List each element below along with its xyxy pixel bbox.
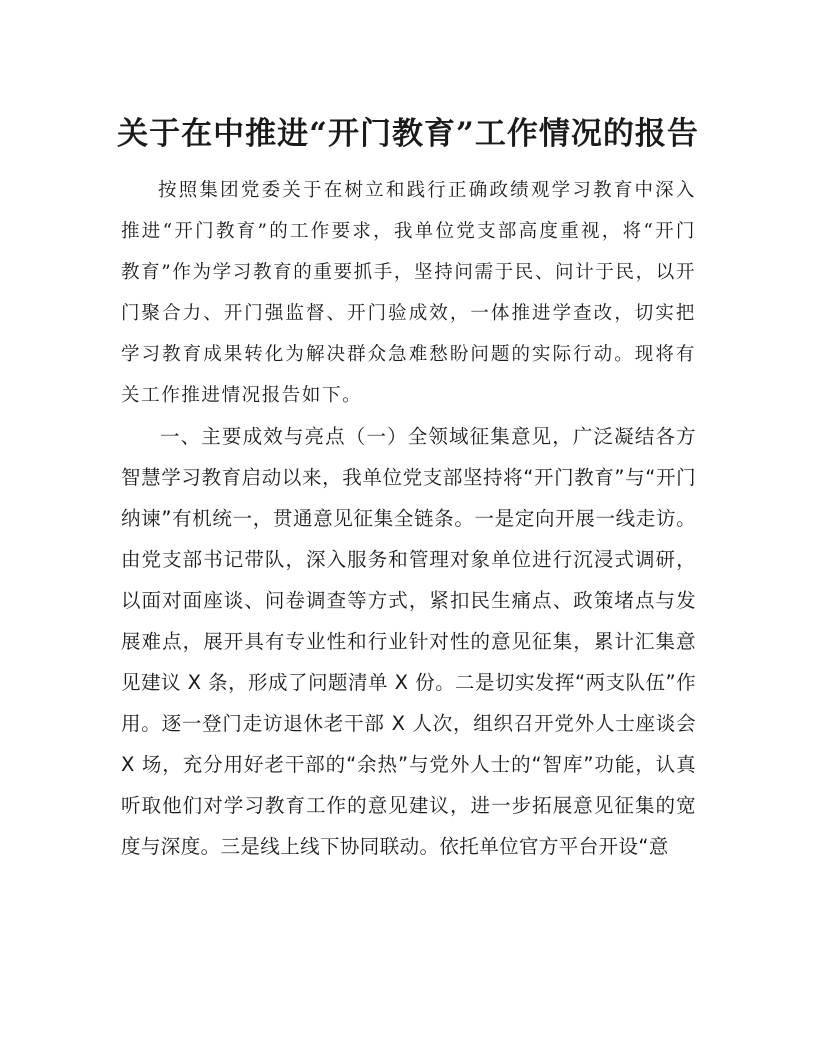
document-title: 关于在中推进“开门教育”工作情况的报告 [117,116,699,152]
intro-paragraph: 按照集团党委关于在树立和践行正确政绩观学习教育中深入推进“开门教育”的工作要求，我单位党支部高度重视，将“开门教育”作为学习教育的重要抓手，坚持问需于民、问计于民，以开门聚合力、开门强监督、开门验成效，一体推进学查改，切实把学习教育成果转化为解决群众急难愁盼问题的实际行动。现将有关工作推进情况报告如下。 [121,180,696,406]
body-paragraph: 一、主要成效与亮点（一）全领域征集意见，广泛凝结各方智慧学习教育启动以来，我单位党支部坚持将“开门教育”与“开门纳谏”有机统一，贯通意见征集全链条。一是定向开展一线走访。由党支部书记带队，深入服务和管理对象单位进行沉浸式调研，以面对面座谈、问卷调查等方式，紧扣民生痛点、政策堵点与发展难点，展开具有专业性和行业针对性的意见征集，累计汇集意见建议 X 条，形成了问题清单 X 份。二是切实发挥“两支队伍”作用。逐一登门走访退休老干部 X 人次，组织召开党外人士座谈会 X 场，充分用好老干部的“余热”与党外人士的“智库”功能，认真听取他们对学习教育工作的意见建议，进一步拓展意见征集的宽度与深度。三是线上线下协同联动。依托单位官方平台开设“意 [121,425,696,858]
